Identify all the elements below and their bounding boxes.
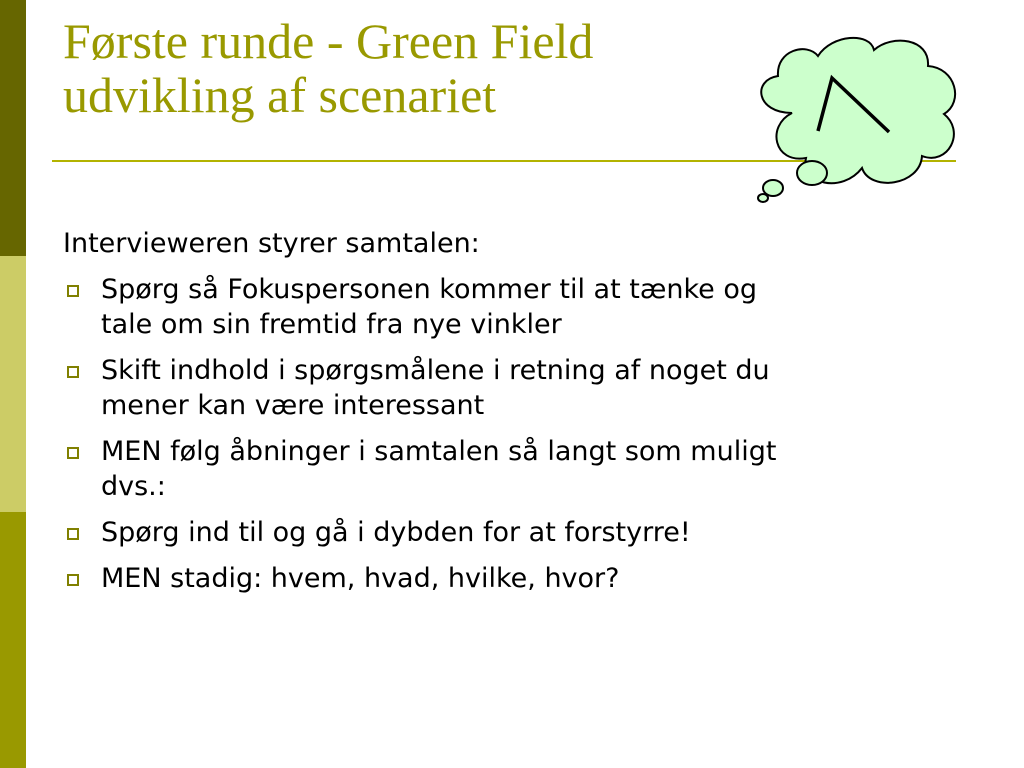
sidebar-accent-bar <box>0 0 26 768</box>
bullet-text-line: MEN følg åbninger i samtalen så langt som muligt <box>101 436 777 467</box>
hollow-square-bullet-icon <box>67 285 79 297</box>
slide-body <box>63 226 983 607</box>
bullet-text-line: mener kan være interessant <box>101 390 485 421</box>
bullet-item <box>63 515 983 550</box>
cloud-tail-bubble-large <box>797 161 827 185</box>
bullet-text-line: Spørg så Fokuspersonen kommer til at tænke og <box>101 274 757 305</box>
slide-title <box>63 14 753 122</box>
cloud-shape <box>761 38 955 183</box>
title-line-1: Første runde - Green Field <box>63 13 594 69</box>
sidebar-segment-dark <box>0 0 26 256</box>
cloud-tail-bubble-small <box>758 194 768 202</box>
thought-bubble-graphic <box>752 28 962 204</box>
cloud-tail-bubble-medium <box>763 180 783 196</box>
sidebar-segment-light <box>0 256 26 512</box>
bullet-text-line: tale om sin fremtid fra nye vinkler <box>101 309 562 340</box>
hollow-square-bullet-icon <box>67 574 79 586</box>
bullet-list <box>63 272 983 596</box>
bullet-text-line: dvs.: <box>101 471 166 502</box>
hollow-square-bullet-icon <box>67 447 79 459</box>
bullet-item <box>63 353 983 423</box>
bullet-item <box>63 272 983 342</box>
bullet-item <box>63 434 983 504</box>
title-line-2: udvikling af scenariet <box>63 67 497 123</box>
intro-text: Intervieweren styrer samtalen: <box>63 228 480 259</box>
hollow-square-bullet-icon <box>67 366 79 378</box>
hollow-square-bullet-icon <box>67 528 79 540</box>
sidebar-segment-medium <box>0 512 26 768</box>
bullet-text-line: Skift indhold i spørgsmålene i retning af noget du <box>101 355 770 386</box>
bullet-item <box>63 561 983 596</box>
bullet-text-line: MEN stadig: hvem, hvad, hvilke, hvor? <box>101 563 620 594</box>
bullet-text-line: Spørg ind til og gå i dybden for at forstyrre! <box>101 517 691 548</box>
thought-bubble-icon <box>752 28 962 204</box>
